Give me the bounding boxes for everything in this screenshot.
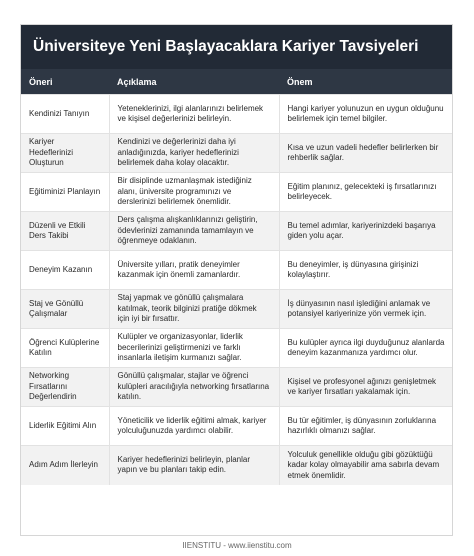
cell-aciklama: Staj yapmak ve gönüllü çalışmalara katılmak, teorik bilginizi pratiğe dökmek için iyi bir fırsattır. xyxy=(109,290,279,329)
cell-oneri: Deneyim Kazanın xyxy=(21,251,109,290)
table-row xyxy=(21,446,453,485)
column-header-oneri: Öneri xyxy=(21,69,109,95)
table-header-row xyxy=(21,69,453,95)
cell-onem: Eğitim planınız, gelecekteki iş fırsatlarınızı belirleyecek. xyxy=(279,173,453,212)
cell-oneri: Networking Fırsatlarını Değerlendirin xyxy=(21,368,109,407)
cell-aciklama: Ders çalışma alışkanlıklarınızı geliştirin, ödevlerinizi zamanında tamamlayın ve öğrenmeye odaklanın. xyxy=(109,212,279,251)
cell-onem: Yolculuk genellikle olduğu gibi gözüktüğü kadar kolay olmayabilir ama sabırla devam etmek önemlidir. xyxy=(279,446,453,485)
cell-onem: Bu tür eğitimler, iş dünyasının zorluklarına hazırlıklı olmanızı sağlar. xyxy=(279,407,453,446)
table-row xyxy=(21,329,453,368)
cell-oneri: Öğrenci Kulüplerine Katılın xyxy=(21,329,109,368)
career-tips-card xyxy=(20,24,453,536)
table-row xyxy=(21,407,453,446)
table-title: Üniversiteye Yeni Başlayacaklara Kariyer Tavsiyeleri xyxy=(21,25,452,69)
table-row xyxy=(21,173,453,212)
table-row xyxy=(21,134,453,173)
table-row xyxy=(21,290,453,329)
cell-aciklama: Gönüllü çalışmalar, stajlar ve öğrenci kulüpleri aracılığıyla networking fırsatlarına katılın. xyxy=(109,368,279,407)
cell-oneri: Adım Adım İlerleyin xyxy=(21,446,109,485)
cell-aciklama: Yöneticilik ve liderlik eğitimi almak, kariyer yolculuğunuzda yardımcı olabilir. xyxy=(109,407,279,446)
cell-oneri: Kariyer Hedeflerinizi Oluşturun xyxy=(21,134,109,173)
cell-aciklama: Bir disiplinde uzmanlaşmak istediğiniz alanı, üniversite programınızı ve derslerinizi belirlemek önemlidir. xyxy=(109,173,279,212)
cell-onem: Bu temel adımlar, kariyerinizdeki başarıya giden yolu açar. xyxy=(279,212,453,251)
cell-oneri: Düzenli ve Etkili Ders Takibi xyxy=(21,212,109,251)
cell-aciklama: Kendinizi ve değerlerinizi daha iyi anladığınızda, kariyer hedeflerinizi belirlemek daha kolay olacaktır. xyxy=(109,134,279,173)
cell-oneri: Eğitiminizi Planlayın xyxy=(21,173,109,212)
cell-onem: Kısa ve uzun vadeli hedefler belirlerken bir rehberlik sağlar. xyxy=(279,134,453,173)
cell-onem: Hangi kariyer yolunuzun en uygun olduğunu belirlemek için temel bilgiler. xyxy=(279,95,453,134)
table-row xyxy=(21,251,453,290)
cell-aciklama: Yeteneklerinizi, ilgi alanlarınızı belirlemek ve kişisel değerlerinizi belirleyin. xyxy=(109,95,279,134)
table-row xyxy=(21,212,453,251)
table-row xyxy=(21,95,453,134)
cell-onem: Bu kulüpler ayrıca ilgi duyduğunuz alanlarda deneyim kazanmanıza yardımcı olur. xyxy=(279,329,453,368)
column-header-onem: Önem xyxy=(279,69,453,95)
cell-onem: İş dünyasının nasıl işlediğini anlamak ve potansiyel kariyerinize yön vermek için. xyxy=(279,290,453,329)
cell-onem: Kişisel ve profesyonel ağınızı genişletmek ve kariyer fırsatları yakalamak için. xyxy=(279,368,453,407)
table-row xyxy=(21,368,453,407)
column-header-aciklama: Açıklama xyxy=(109,69,279,95)
cell-aciklama: Kulüpler ve organizasyonlar, liderlik becerilerinizi geliştirmenizi ve farklı insanlarla iletişim kurmanızı sağlar. xyxy=(109,329,279,368)
cell-aciklama: Üniversite yılları, pratik deneyimler kazanmak için önemli zamanlardır. xyxy=(109,251,279,290)
career-tips-table xyxy=(21,69,453,485)
cell-oneri: Staj ve Gönüllü Çalışmalar xyxy=(21,290,109,329)
footer-credit: IIENSTITU - www.iienstitu.com xyxy=(182,541,292,550)
cell-oneri: Liderlik Eğitimi Alın xyxy=(21,407,109,446)
cell-onem: Bu deneyimler, iş dünyasına girişinizi kolaylaştırır. xyxy=(279,251,453,290)
cell-oneri: Kendinizi Tanıyın xyxy=(21,95,109,134)
cell-aciklama: Kariyer hedeflerinizi belirleyin, planlar yapın ve bu planları takip edin. xyxy=(109,446,279,485)
